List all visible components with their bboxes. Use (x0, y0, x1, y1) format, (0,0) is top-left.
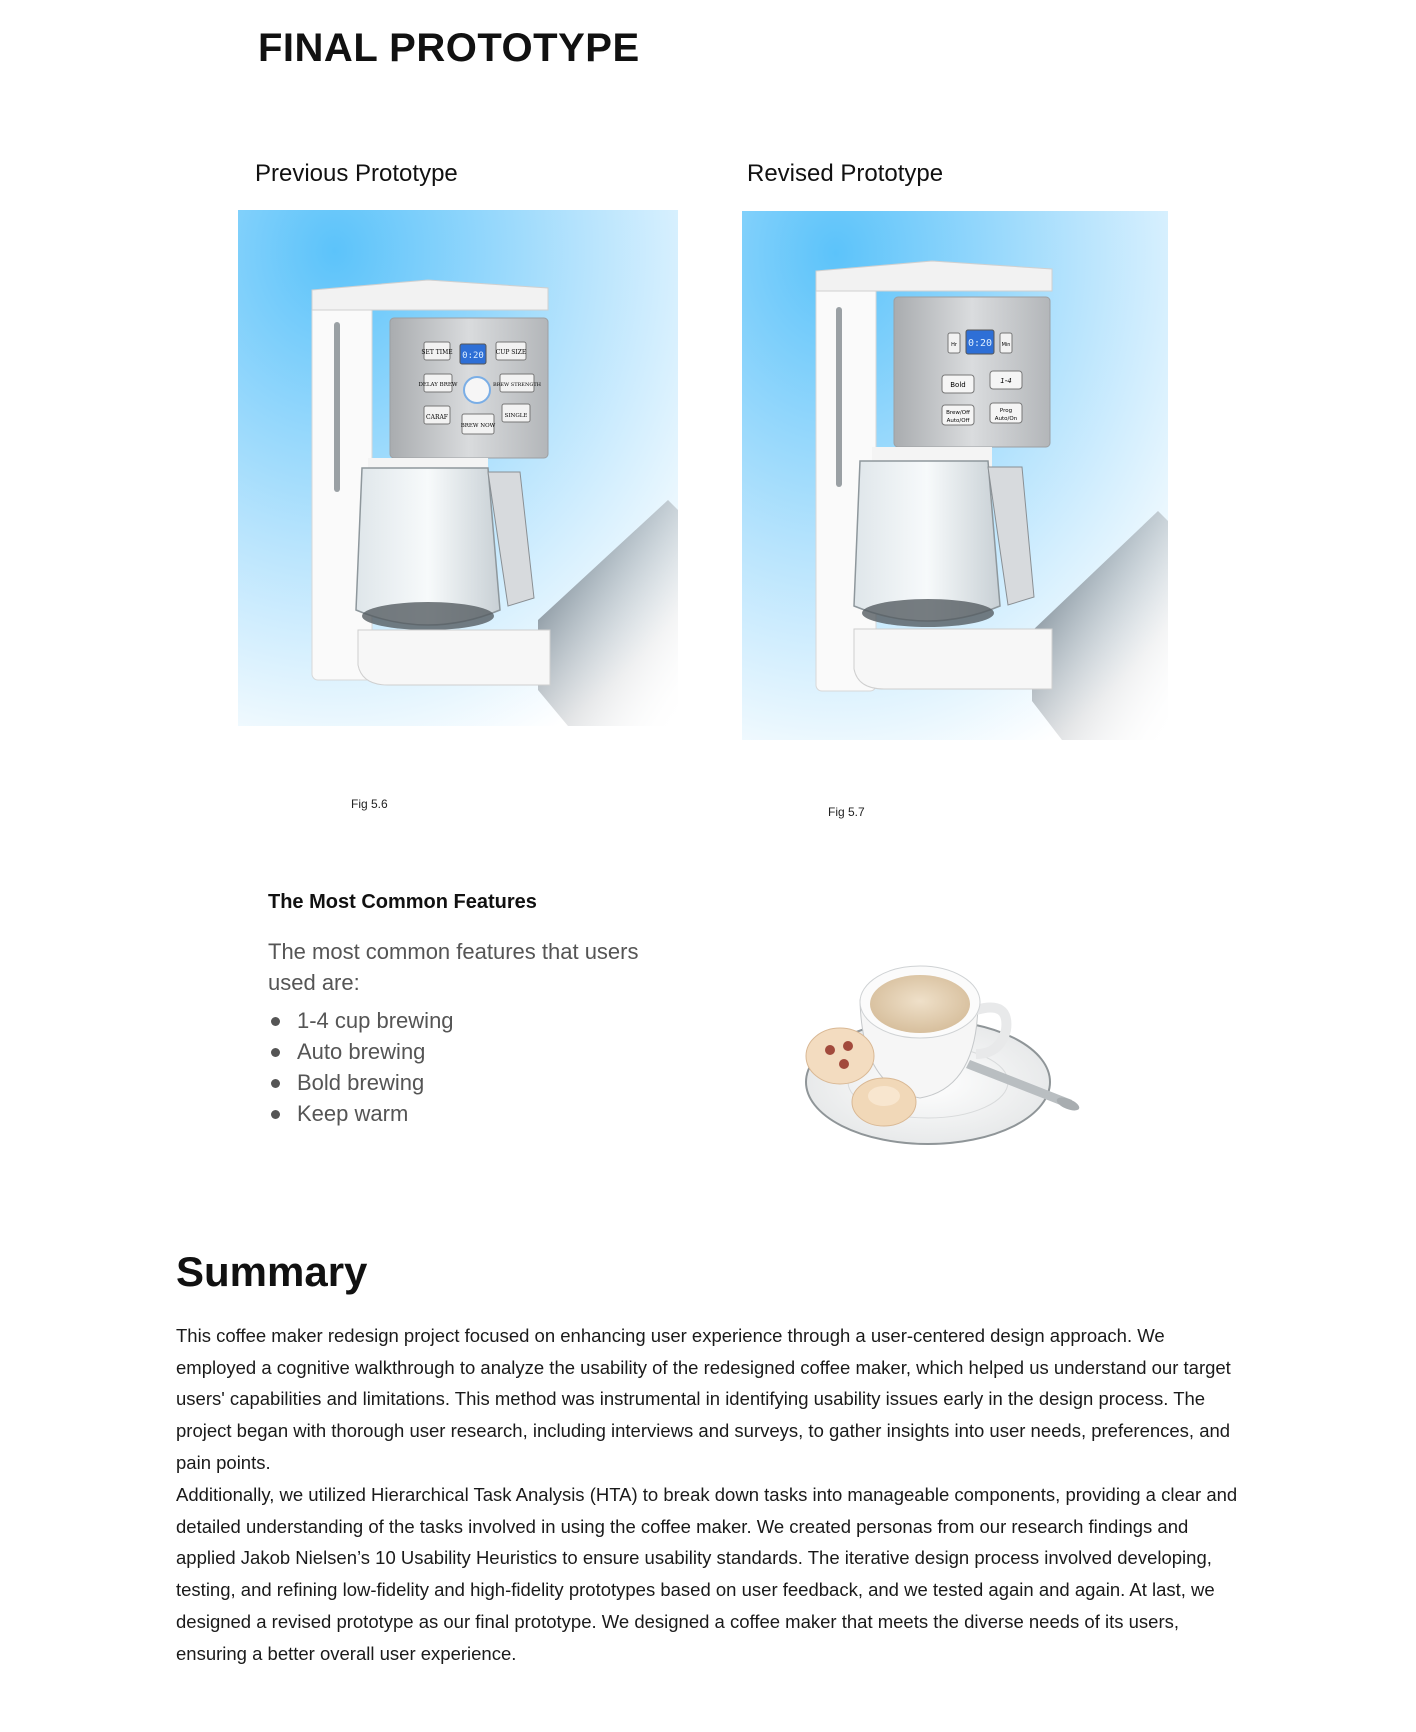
list-item: 1-4 cup brewing (268, 1005, 454, 1036)
svg-text:CARAF: CARAF (426, 414, 448, 421)
revised-prototype-image (742, 211, 1168, 740)
coffee-cup-image (800, 950, 1110, 1150)
svg-text:0:20: 0:20 (967, 338, 993, 349)
svg-text:Min: Min (1001, 342, 1011, 348)
summary-paragraph-2: Additionally, we utilized Hierarchical Task Analysis (HTA) to break down tasks into manageable components, providing a clear and detailed understanding of the tasks involved in using the coffee maker. We created personas from our research findings and applied Jakob Nielsen’s 10 Usability Heuristics to ensure usability standards. The iterative design process involved developing, testing, and refining low-fidelity and high-fidelity prototypes based on user feedback, and we tested again and again. At last, we designed a revised prototype as our final prototype. We designed a coffee maker that meets the diverse needs of its users, ensuring a better overall user experience. (176, 1484, 1238, 1664)
svg-text:Bold: Bold (950, 381, 966, 389)
svg-text:CUP SIZE: CUP SIZE (495, 349, 527, 356)
features-heading: The Most Common Features (268, 891, 537, 913)
previous-prototype-image (238, 210, 678, 726)
summary-title: Summary (176, 1248, 368, 1295)
svg-text:0:20: 0:20 (462, 351, 484, 361)
svg-text:DELAY BREW: DELAY BREW (418, 382, 458, 388)
svg-text:Hr: Hr (951, 342, 957, 348)
list-item: Bold brewing (268, 1067, 454, 1098)
figure-caption-previous: Fig 5.6 (351, 797, 388, 811)
svg-text:BREW STRENGTH: BREW STRENGTH (492, 382, 542, 388)
features-intro: The most common features that users used are: (268, 939, 639, 995)
page-title: FINAL PROTOTYPE (258, 26, 640, 70)
svg-text:Brew/Off: Brew/Off (946, 410, 970, 416)
list-item: Keep warm (268, 1098, 454, 1129)
svg-text:BREW NOW: BREW NOW (460, 423, 496, 429)
svg-text:SET TIME: SET TIME (421, 349, 453, 356)
svg-text:Auto/On: Auto/On (994, 416, 1018, 422)
svg-text:Auto/Off: Auto/Off (946, 418, 970, 424)
previous-prototype-label: Previous Prototype (255, 160, 458, 187)
svg-text:Prog: Prog (999, 408, 1013, 414)
svg-text:1-4: 1-4 (1000, 377, 1012, 385)
list-item: Auto brewing (268, 1036, 454, 1067)
svg-text:SINGLE: SINGLE (504, 413, 528, 419)
summary-paragraph-1: This coffee maker redesign project focused on enhancing user experience through a user-centered design approach. We employed a cognitive walkthrough to analyze the usability of the redesigned coffee maker, which helped us understand our target users' capabilities and limitations. This method was instrumental in identifying usability issues early in the design process. The project began with thorough user research, including interviews and surveys, to gather insights into user needs, preferences, and pain points. (176, 1325, 1231, 1473)
revised-prototype-label: Revised Prototype (747, 160, 944, 187)
features-list (268, 1005, 454, 1129)
figure-caption-revised: Fig 5.7 (828, 805, 865, 819)
